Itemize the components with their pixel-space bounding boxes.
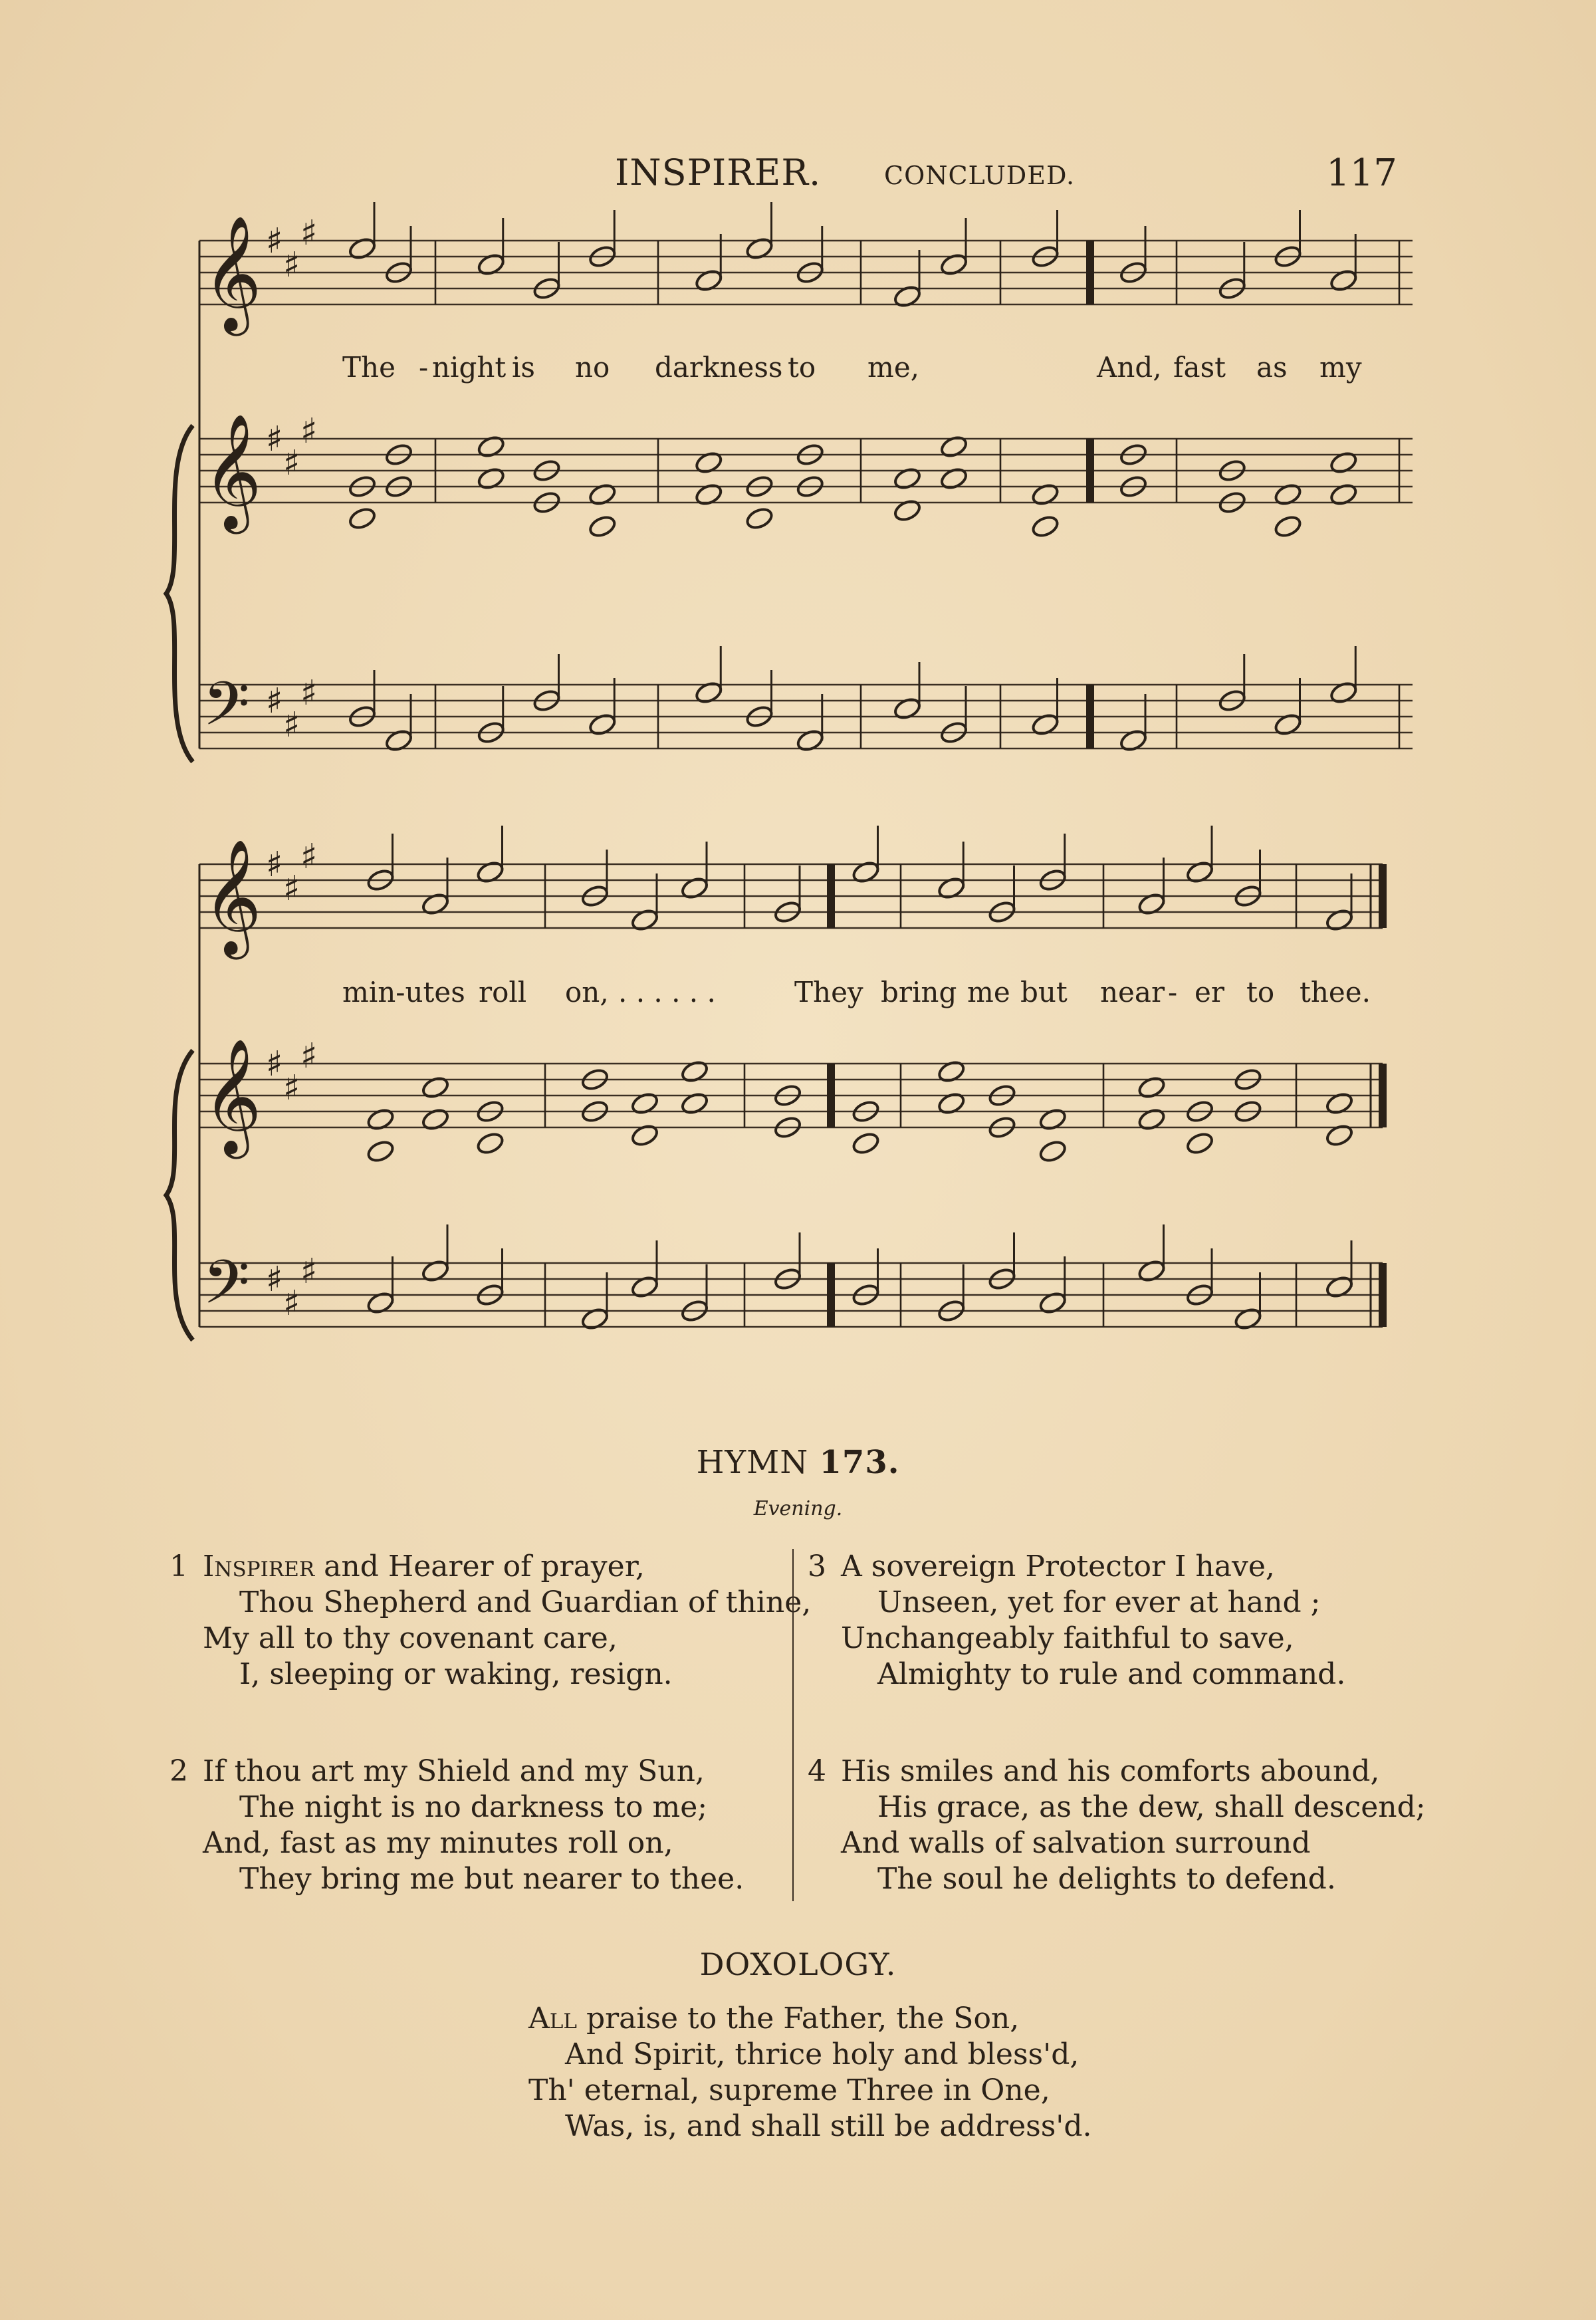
sharp-icon: ♯	[266, 845, 283, 885]
stanza-number: 4	[808, 1754, 826, 1788]
tune-subtitle: CONCLUDED.	[884, 161, 1076, 190]
half-note	[851, 1131, 881, 1156]
half-note	[348, 506, 378, 531]
stanza-line: and Hearer of prayer,	[314, 1550, 645, 1583]
lyric-syllable: er	[1195, 976, 1224, 1008]
half-note	[1273, 514, 1303, 539]
doxology-first-word: All	[528, 2002, 577, 2035]
lyric-syllable: . . . . . .	[618, 976, 716, 1008]
half-note	[588, 514, 618, 539]
lyric-syllable: to	[788, 351, 816, 384]
stanza-line: Thou Shepherd and Guardian of thine,	[239, 1585, 812, 1619]
sharp-icon: ♯	[283, 705, 300, 745]
stanza-number: 2	[170, 1754, 188, 1788]
hymn-label: HYMN	[696, 1444, 809, 1481]
sharp-icon: ♯	[300, 837, 318, 877]
treble-clef-icon: 𝄞	[203, 413, 262, 529]
lyric-syllable: fast	[1173, 351, 1226, 384]
doxology-line: praise to the Father, the Son,	[576, 2002, 1020, 2035]
treble-clef-icon: 𝄞	[203, 839, 262, 955]
lyric-syllable: near	[1100, 976, 1165, 1008]
lyric-syllable: but	[1020, 976, 1068, 1008]
half-note	[1038, 1139, 1068, 1164]
stanza-line: His grace, as the dew, shall descend;	[877, 1790, 1426, 1824]
sharp-icon: ♯	[266, 221, 283, 261]
stanza-3	[808, 1549, 1346, 1692]
stanza-line: Almighty to rule and command.	[877, 1657, 1346, 1691]
page-number: 117	[1326, 152, 1397, 195]
sharp-icon: ♯	[266, 1044, 283, 1084]
half-note	[1185, 1131, 1215, 1156]
lyric-syllable: The	[342, 351, 396, 384]
sharp-icon: ♯	[300, 213, 318, 253]
bar-lines	[435, 241, 1399, 1327]
sharp-icon: ♯	[283, 1068, 300, 1108]
stanza-line: A sovereign Protector I have,	[841, 1550, 1275, 1583]
lyric-syllable: to	[1246, 976, 1275, 1008]
stanza-line: Unchangeably faithful to save,	[841, 1621, 1294, 1655]
lyric-syllable: darkness	[655, 351, 783, 384]
lyric-syllable: on,	[565, 976, 609, 1008]
stanza-line: The night is no darkness to me;	[239, 1790, 708, 1824]
doxology-line: And Spirit, thrice holy and bless'd,	[565, 2037, 1080, 2071]
stanza-line: My all to thy covenant care,	[203, 1621, 618, 1655]
lyric-syllable: They	[794, 976, 863, 1008]
lyric-syllable: -	[1168, 976, 1178, 1008]
hymn-heading	[0, 1444, 1596, 1481]
half-note	[744, 506, 774, 531]
stanza-line: I, sleeping or waking, resign.	[239, 1657, 673, 1691]
sharp-icon: ♯	[283, 443, 300, 483]
hymn-subtitle: Evening.	[753, 1497, 843, 1520]
stanza-line: Unseen, yet for ever at hand ;	[877, 1585, 1321, 1619]
treble-clef-icon: 𝄞	[203, 1038, 262, 1154]
stanza-line: And, fast as my minutes roll on,	[203, 1826, 673, 1860]
sharp-icon: ♯	[283, 869, 300, 909]
clefs-and-key-signatures	[203, 213, 317, 1332]
lyric-syllable: is	[512, 351, 535, 384]
half-note	[475, 1131, 505, 1156]
lyric-syllable: me	[967, 976, 1010, 1008]
stanza-first-word: Inspirer	[203, 1550, 315, 1583]
staff-lines	[199, 241, 1413, 1327]
doxology-line: Was, is, and shall still be address'd.	[565, 2109, 1092, 2143]
lyric-syllable: min-utes	[342, 976, 465, 1008]
sharp-icon: ♯	[300, 1036, 318, 1076]
lyric-syllable: night	[432, 351, 507, 384]
lyric-syllable: -	[419, 351, 429, 384]
stanza-2	[170, 1754, 744, 1897]
sharp-icon: ♯	[266, 681, 283, 721]
sharp-icon: ♯	[266, 1260, 283, 1300]
lyric-syllable: roll	[479, 976, 527, 1008]
doxology-title: DOXOLOGY.	[699, 1946, 897, 1982]
tune-title: INSPIRER.	[615, 152, 822, 193]
stanza-line: The soul he delights to defend.	[877, 1862, 1336, 1896]
hymn-number: 173.	[819, 1444, 900, 1481]
stanza-number: 1	[170, 1550, 188, 1583]
stanza-1	[170, 1549, 812, 1692]
lyric-syllable: thee.	[1300, 976, 1371, 1008]
sharp-icon: ♯	[300, 673, 318, 713]
sharp-icon: ♯	[300, 1252, 318, 1292]
half-note	[1030, 514, 1060, 539]
doxology-text	[528, 2001, 1092, 2145]
sharp-icon: ♯	[300, 411, 318, 451]
doxology-line: Th' eternal, supreme Three in One,	[528, 2073, 1050, 2107]
brace-icon	[166, 425, 193, 762]
stanza-line: If thou art my Shield and my Sun,	[203, 1754, 705, 1788]
brace-icon	[166, 1050, 193, 1340]
lyric-syllable: my	[1319, 351, 1362, 384]
stanza-line: His smiles and his comforts abound,	[841, 1754, 1380, 1788]
bass-clef-icon: 𝄢	[203, 669, 250, 754]
sharp-icon: ♯	[283, 245, 300, 285]
lyric-syllable: bring	[881, 976, 957, 1008]
stanza-line: They bring me but nearer to thee.	[239, 1862, 744, 1896]
bass-clef-icon: 𝄢	[203, 1247, 250, 1332]
lyric-syllable: as	[1256, 351, 1288, 384]
treble-clef-icon: 𝄞	[203, 215, 262, 331]
lyric-syllable: no	[575, 351, 610, 384]
system-braces	[166, 241, 199, 1340]
lyric-syllable: And,	[1097, 351, 1162, 384]
lyric-syllable: me,	[867, 351, 920, 384]
sharp-icon: ♯	[283, 1284, 300, 1324]
stanza-number: 3	[808, 1550, 826, 1583]
half-note	[366, 1139, 396, 1164]
stanza-4	[808, 1754, 1426, 1897]
column-divider	[792, 1549, 794, 1901]
sharp-icon: ♯	[266, 419, 283, 459]
stanza-line: And walls of salvation surround	[841, 1826, 1311, 1860]
